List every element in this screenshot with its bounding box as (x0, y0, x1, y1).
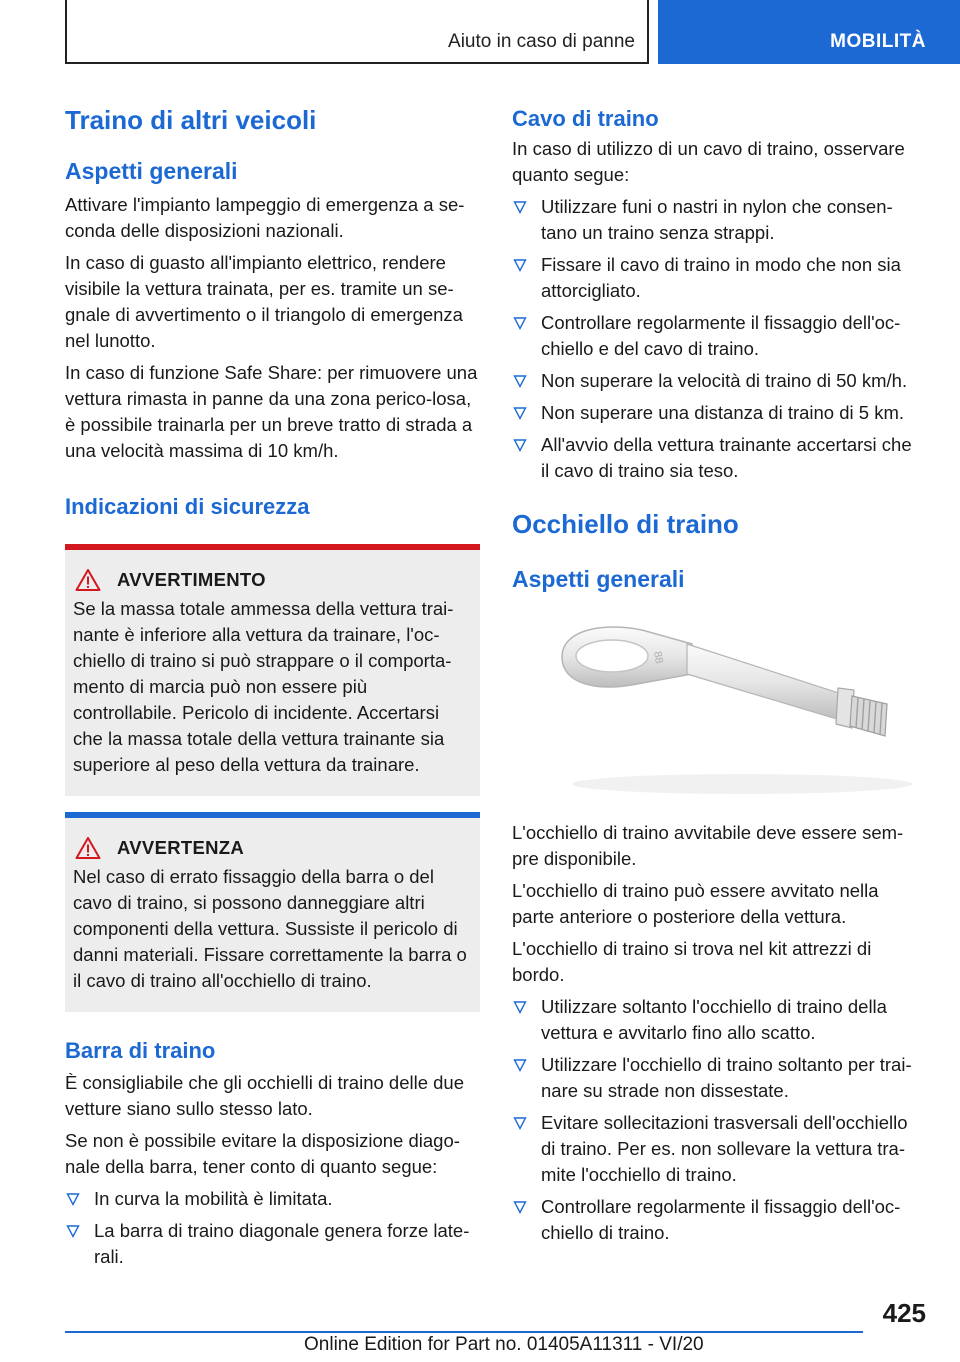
list-item: Non superare una distanza di traino di 5 km. (512, 400, 922, 426)
tow-bar-list (65, 1186, 480, 1270)
list-item: La barra di traino diagonale genera forze late-rali. (65, 1218, 480, 1270)
list-item: Fissare il cavo di traino in modo che non sia attorcigliato. (512, 252, 922, 304)
left-column (65, 104, 480, 1276)
paragraph: È consigliabile che gli occhielli di traino delle due vetture siano sullo stesso lato. (65, 1072, 465, 1119)
list-item: Controllare regolarmente il fissaggio dell'oc-chiello di traino. (512, 1194, 922, 1246)
edition-text: Online Edition for Part no. 01405A11311 - VI/20 (304, 1334, 704, 1355)
list-item: Utilizzare soltanto l'occhiello di traino della vettura e avvitarlo fino allo scatto. (512, 994, 922, 1046)
title-towing-eye: Occhiello di traino (512, 509, 739, 539)
title-towing-other-vehicles: Traino di altri veicoli (65, 105, 317, 135)
list-item: All'avvio della vettura trainante accertarsi che il cavo di traino sia teso. (512, 432, 922, 484)
heading-tow-rope: Cavo di traino (512, 106, 659, 131)
bullet-triangle-icon (513, 438, 527, 452)
bullet-triangle-icon (513, 374, 527, 388)
list-item: Utilizzare funi o nastri in nylon che consen-tano un traino senza strappi. (512, 194, 922, 246)
bullet-triangle-icon (66, 1192, 80, 1206)
paragraph: L'occhiello di traino avvitabile deve essere sem-pre disponibile. (512, 822, 904, 869)
bullet-triangle-icon (513, 406, 527, 420)
warning-text: Se la massa totale ammessa della vettura trai-nante è inferiore alla vettura da trainare, l'oc-chiello di traino si può strappare o il comporta-mento di marcia può non essere più controllabile. Pericolo di incidente. Accertarsi che la massa totale della vettura trainante sia superiore al peso della vettura da trainare. (73, 598, 454, 775)
bullet-triangle-icon (513, 1200, 527, 1214)
footer-divider (65, 1331, 863, 1333)
header-chapter-title: MOBILITÀ (830, 31, 926, 52)
notice-triangle-icon (75, 836, 101, 860)
bullet-triangle-icon (513, 1116, 527, 1130)
notice-box (65, 812, 480, 1012)
towing-eye-list (512, 994, 922, 1246)
paragraph: In caso di utilizzo di un cavo di traino, osservare quanto segue: (512, 138, 905, 185)
warning-label: AVVERTIMENTO (117, 569, 266, 590)
paragraph: Attivare l'impianto lampeggio di emergenza a se-conda delle disposizioni nazionali. (65, 194, 465, 241)
heading-general-aspects: Aspetti generali (65, 158, 238, 184)
list-item: Non superare la velocità di traino di 50 km/h. (512, 368, 922, 394)
paragraph: Se non è possibile evitare la disposizione diago-nale della barra, tener conto di quanto segue: (65, 1130, 460, 1177)
header-section-box (65, 0, 649, 64)
paragraph: L'occhiello di traino può essere avvitato nella parte anteriore o posteriore della vettura. (512, 880, 879, 927)
bullet-triangle-icon (513, 258, 527, 272)
list-item: Controllare regolarmente il fissaggio dell'oc-chiello e del cavo di traino. (512, 310, 922, 362)
header-section-title: Aiuto in caso di panne (448, 31, 635, 52)
warning-triangle-icon (75, 568, 101, 592)
list-item: Utilizzare l'occhiello di traino soltanto per trai-nare su strade non dissestate. (512, 1052, 922, 1104)
svg-text:88: 88 (651, 650, 665, 665)
paragraph: In caso di guasto all'impianto elettrico, rendere visibile la vettura trainata, per es. tramite un se-gnale di avvertimento o il triangolo di emergenza nel lunotto. (65, 252, 463, 351)
bullet-triangle-icon (513, 1000, 527, 1014)
bullet-triangle-icon (513, 316, 527, 330)
tow-rope-list (512, 194, 922, 484)
page-number: 425 (882, 1298, 926, 1328)
heading-eye-general-aspects: Aspetti generali (512, 566, 685, 592)
notice-label: AVVERTENZA (117, 837, 245, 858)
bullet-triangle-icon (66, 1224, 80, 1238)
paragraph: In caso di funzione Safe Share: per rimuovere una vettura rimasta in panne da una zona perico-losa, è possibile trainarla per un breve tratto di strada a una velocità massima di 10 km/h. (65, 362, 478, 461)
heading-safety-notes: Indicazioni di sicurezza (65, 494, 310, 519)
right-column (512, 104, 922, 1252)
towing-eye-image (542, 612, 922, 802)
warning-box (65, 544, 480, 796)
bullet-triangle-icon (513, 1058, 527, 1072)
notice-text: Nel caso di errato fissaggio della barra o del cavo di traino, si possono danneggiare altri componenti della vettura. Sussiste il pericolo di danni materiali. Fissare correttamente la barra o il cavo di traino all'occhiello di traino. (73, 866, 467, 991)
list-item: Evitare sollecitazioni trasversali dell'occhiello di traino. Per es. non sollevare la vettura tra-mite l'occhiello di traino. (512, 1110, 922, 1188)
header-chapter-tab (658, 0, 960, 64)
bullet-triangle-icon (513, 200, 527, 214)
heading-tow-bar: Barra di traino (65, 1038, 216, 1063)
paragraph: L'occhiello di traino si trova nel kit attrezzi di bordo. (512, 938, 872, 985)
list-item: In curva la mobilità è limitata. (65, 1186, 480, 1212)
